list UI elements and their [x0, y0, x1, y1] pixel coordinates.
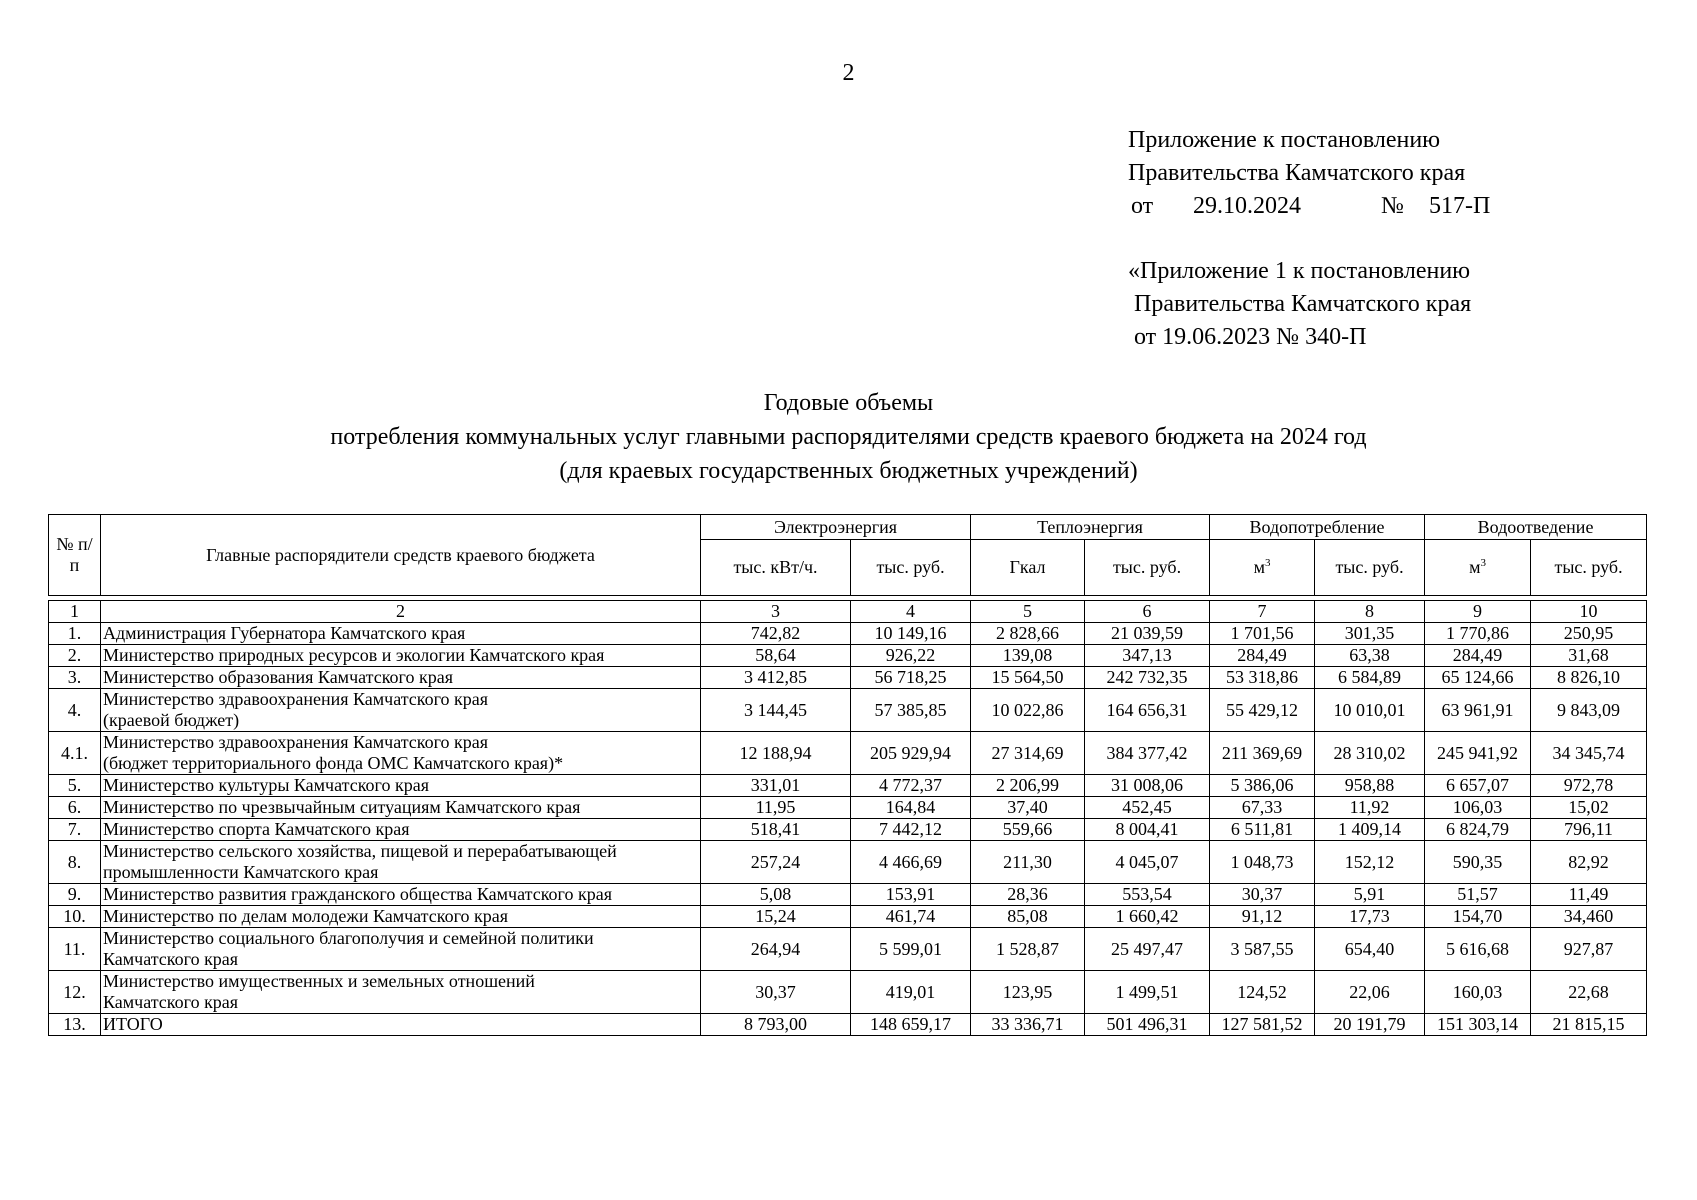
value-cell: 154,70 — [1425, 906, 1531, 928]
value-cell: 63 961,91 — [1425, 689, 1531, 732]
row-name — [101, 623, 701, 645]
value-cell: 37,40 — [971, 797, 1085, 819]
value-cell: 85,08 — [971, 906, 1085, 928]
row-name-line: Министерство природных ресурсов и экологии Камчатского края — [103, 645, 605, 665]
value-cell: 22,68 — [1531, 971, 1647, 1014]
value-cell: 384 377,42 — [1085, 732, 1210, 775]
value-cell: 1 701,56 — [1210, 623, 1315, 645]
column-number: 6 — [1085, 601, 1210, 623]
value-cell: 21 039,59 — [1085, 623, 1210, 645]
header-group-heat: Теплоэнергия — [971, 515, 1210, 540]
row-number: 4. — [49, 689, 101, 732]
value-cell: 452,45 — [1085, 797, 1210, 819]
value-cell: 30,37 — [1210, 884, 1315, 906]
unit-cell: тыс. кВт/ч. — [701, 540, 851, 596]
title-line1: Годовые объемы — [763, 390, 934, 416]
appendix-original — [1128, 255, 1471, 354]
appendix-original-line1: «Приложение 1 к постановлению — [1128, 258, 1471, 284]
value-cell: 8 793,00 — [701, 1014, 851, 1036]
row-name — [101, 667, 701, 689]
consumption-table — [48, 514, 1646, 1036]
column-number: 5 — [971, 601, 1085, 623]
table-row — [49, 732, 1647, 775]
value-cell: 8 004,41 — [1085, 819, 1210, 841]
row-name — [101, 732, 701, 775]
ot-label: от — [1131, 193, 1154, 219]
value-cell: 6 511,81 — [1210, 819, 1315, 841]
value-cell: 5,91 — [1315, 884, 1425, 906]
value-cell: 67,33 — [1210, 797, 1315, 819]
table-row — [49, 971, 1647, 1014]
value-cell: 15 564,50 — [971, 667, 1085, 689]
value-cell: 1 528,87 — [971, 928, 1085, 971]
value-cell: 10 149,16 — [851, 623, 971, 645]
value-cell: 12 188,94 — [701, 732, 851, 775]
header-group-water-disposal: Водоотведение — [1425, 515, 1647, 540]
unit-cell: $м^3$ — [1210, 540, 1315, 596]
column-number: 1 — [49, 601, 101, 623]
value-cell: 51,57 — [1425, 884, 1531, 906]
row-number: 12. — [49, 971, 101, 1014]
row-number: 2. — [49, 645, 101, 667]
value-cell: 211,30 — [971, 841, 1085, 884]
table-row — [49, 819, 1647, 841]
value-cell: 82,92 — [1531, 841, 1647, 884]
value-cell: 205 929,94 — [851, 732, 971, 775]
value-cell: 301,35 — [1315, 623, 1425, 645]
row-number: 3. — [49, 667, 101, 689]
value-cell: 58,64 — [701, 645, 851, 667]
value-cell: 590,35 — [1425, 841, 1531, 884]
row-name-line: Министерство здравоохранения Камчатского края — [103, 732, 489, 752]
value-cell: 160,03 — [1425, 971, 1531, 1014]
value-cell: 419,01 — [851, 971, 971, 1014]
value-cell: 30,37 — [701, 971, 851, 1014]
value-cell: 4 772,37 — [851, 775, 971, 797]
unit-cell: $м^3$ — [1425, 540, 1531, 596]
value-cell: 347,13 — [1085, 645, 1210, 667]
value-cell: 153,91 — [851, 884, 971, 906]
value-cell: 10 022,86 — [971, 689, 1085, 732]
value-cell: 57 385,85 — [851, 689, 971, 732]
column-number: 4 — [851, 601, 971, 623]
number-sign: № — [1381, 193, 1404, 219]
value-cell: 65 124,66 — [1425, 667, 1531, 689]
row-name-line: (краевой бюджет) — [103, 710, 240, 730]
page-number: 2 — [842, 60, 855, 86]
value-cell: 742,82 — [701, 623, 851, 645]
table-row — [49, 645, 1647, 667]
row-name-line: Министерство культуры Камчатского края — [103, 775, 429, 795]
row-name-line: ИТОГО — [103, 1014, 163, 1034]
appendix-current-line2: Правительства Камчатского края — [1128, 160, 1466, 186]
resolution-date: 29.10.2024 — [1193, 193, 1301, 219]
row-name — [101, 645, 701, 667]
row-number: 7. — [49, 819, 101, 841]
appendix-current-date-row — [1128, 190, 1490, 223]
value-cell: 5 616,68 — [1425, 928, 1531, 971]
value-cell: 264,94 — [701, 928, 851, 971]
value-cell: 501 496,31 — [1085, 1014, 1210, 1036]
value-cell: 17,73 — [1315, 906, 1425, 928]
value-cell: 1 660,42 — [1085, 906, 1210, 928]
header-group-electricity: Электроэнергия — [701, 515, 971, 540]
row-name-line: Министерство по делам молодежи Камчатского края — [103, 906, 509, 926]
row-name — [101, 775, 701, 797]
appendix-current — [1128, 124, 1490, 223]
row-name-line: Министерство социального благополучия и семейной политики — [103, 928, 594, 948]
value-cell: 5 599,01 — [851, 928, 971, 971]
value-cell: 152,12 — [1315, 841, 1425, 884]
column-number: 8 — [1315, 601, 1425, 623]
value-cell: 5 386,06 — [1210, 775, 1315, 797]
unit-cell: тыс. руб. — [1315, 540, 1425, 596]
value-cell: 27 314,69 — [971, 732, 1085, 775]
value-cell: 31 008,06 — [1085, 775, 1210, 797]
row-name — [101, 928, 701, 971]
value-cell: 1 770,86 — [1425, 623, 1531, 645]
row-number: 11. — [49, 928, 101, 971]
value-cell: 123,95 — [971, 971, 1085, 1014]
header-col-no: № п/п — [49, 515, 101, 596]
column-number-row — [49, 601, 1647, 623]
value-cell: 2 828,66 — [971, 623, 1085, 645]
column-number: 2 — [101, 601, 701, 623]
value-cell: 91,12 — [1210, 906, 1315, 928]
row-name-line: Министерство по чрезвычайным ситуациям Камчатского края — [103, 797, 581, 817]
table-row — [49, 775, 1647, 797]
value-cell: 927,87 — [1531, 928, 1647, 971]
row-name — [101, 884, 701, 906]
value-cell: 21 815,15 — [1531, 1014, 1647, 1036]
value-cell: 6 824,79 — [1425, 819, 1531, 841]
value-cell: 250,95 — [1531, 623, 1647, 645]
title-line3: (для краевых государственных бюджетных учреждений) — [559, 458, 1138, 484]
value-cell: 461,74 — [851, 906, 971, 928]
row-name-line: Администрация Губернатора Камчатского края — [103, 623, 466, 643]
value-cell: 331,01 — [701, 775, 851, 797]
value-cell: 28 310,02 — [1315, 732, 1425, 775]
row-name-line: Министерство спорта Камчатского края — [103, 819, 410, 839]
column-number: 7 — [1210, 601, 1315, 623]
value-cell: 5,08 — [701, 884, 851, 906]
value-cell: 4 045,07 — [1085, 841, 1210, 884]
value-cell: 55 429,12 — [1210, 689, 1315, 732]
value-cell: 518,41 — [701, 819, 851, 841]
row-number: 13. — [49, 1014, 101, 1036]
value-cell: 245 941,92 — [1425, 732, 1531, 775]
value-cell: 284,49 — [1210, 645, 1315, 667]
row-name — [101, 797, 701, 819]
row-name-line: Министерство здравоохранения Камчатского края — [103, 689, 489, 709]
value-cell: 151 303,14 — [1425, 1014, 1531, 1036]
value-cell: 28,36 — [971, 884, 1085, 906]
value-cell: 958,88 — [1315, 775, 1425, 797]
row-name — [101, 819, 701, 841]
value-cell: 211 369,69 — [1210, 732, 1315, 775]
row-number: 10. — [49, 906, 101, 928]
column-number: 10 — [1531, 601, 1647, 623]
appendix-current-line1: Приложение к постановлению — [1128, 127, 1441, 153]
value-cell: 3 412,85 — [701, 667, 851, 689]
row-number: 8. — [49, 841, 101, 884]
value-cell: 34,460 — [1531, 906, 1647, 928]
value-cell: 6 657,07 — [1425, 775, 1531, 797]
value-cell: 796,11 — [1531, 819, 1647, 841]
row-name-line: Камчатского края — [103, 949, 239, 969]
value-cell: 559,66 — [971, 819, 1085, 841]
unit-cell: тыс. руб. — [1085, 540, 1210, 596]
value-cell: 53 318,86 — [1210, 667, 1315, 689]
unit-cell: тыс. руб. — [851, 540, 971, 596]
row-name-line: Министерство имущественных и земельных отношений — [103, 971, 535, 991]
value-cell: 106,03 — [1425, 797, 1531, 819]
value-cell: 33 336,71 — [971, 1014, 1085, 1036]
value-cell: 7 442,12 — [851, 819, 971, 841]
value-cell: 553,54 — [1085, 884, 1210, 906]
value-cell: 139,08 — [971, 645, 1085, 667]
row-name-line: промышленности Камчатского края — [103, 862, 379, 882]
value-cell: 56 718,25 — [851, 667, 971, 689]
table-row — [49, 667, 1647, 689]
value-cell: 2 206,99 — [971, 775, 1085, 797]
value-cell: 3 144,45 — [701, 689, 851, 732]
row-number: 5. — [49, 775, 101, 797]
table-row — [49, 841, 1647, 884]
row-name-line: Министерство развития гражданского общества Камчатского края — [103, 884, 612, 904]
column-number: 9 — [1425, 601, 1531, 623]
header-col-name: Главные распорядители средств краевого бюджета — [101, 515, 701, 596]
value-cell: 654,40 — [1315, 928, 1425, 971]
row-name-line: Камчатского края — [103, 992, 239, 1012]
header-row-groups — [49, 515, 1647, 540]
row-name — [101, 1014, 701, 1036]
table-row — [49, 928, 1647, 971]
row-name — [101, 841, 701, 884]
unit-cell: тыс. руб. — [1531, 540, 1647, 596]
value-cell: 972,78 — [1531, 775, 1647, 797]
value-cell: 148 659,17 — [851, 1014, 971, 1036]
document-title — [0, 386, 1697, 488]
table-row — [49, 797, 1647, 819]
value-cell: 127 581,52 — [1210, 1014, 1315, 1036]
value-cell: 6 584,89 — [1315, 667, 1425, 689]
value-cell: 8 826,10 — [1531, 667, 1647, 689]
table-row — [49, 623, 1647, 645]
title-line2: потребления коммунальных услуг главными распорядителями средств краевого бюджета на 2024 год — [330, 424, 1367, 450]
value-cell: 1 499,51 — [1085, 971, 1210, 1014]
value-cell: 11,49 — [1531, 884, 1647, 906]
value-cell: 20 191,79 — [1315, 1014, 1425, 1036]
value-cell: 4 466,69 — [851, 841, 971, 884]
value-cell: 1 409,14 — [1315, 819, 1425, 841]
header-group-water-supply: Водопотребление — [1210, 515, 1425, 540]
value-cell: 11,92 — [1315, 797, 1425, 819]
row-name-line: (бюджет территориального фонда ОМС Камчатского края)* — [103, 753, 564, 773]
column-number: 3 — [701, 601, 851, 623]
appendix-original-line3: от 19.06.2023 № 340-П — [1134, 324, 1367, 350]
value-cell: 10 010,01 — [1315, 689, 1425, 732]
row-number: 1. — [49, 623, 101, 645]
value-cell: 31,68 — [1531, 645, 1647, 667]
value-cell: 164 656,31 — [1085, 689, 1210, 732]
appendix-original-line2: Правительства Камчатского края — [1134, 291, 1472, 317]
value-cell: 164,84 — [851, 797, 971, 819]
row-number: 9. — [49, 884, 101, 906]
row-name — [101, 689, 701, 732]
value-cell: 124,52 — [1210, 971, 1315, 1014]
table-row — [49, 689, 1647, 732]
value-cell: 22,06 — [1315, 971, 1425, 1014]
value-cell: 34 345,74 — [1531, 732, 1647, 775]
table-row — [49, 906, 1647, 928]
value-cell: 3 587,55 — [1210, 928, 1315, 971]
value-cell: 9 843,09 — [1531, 689, 1647, 732]
value-cell: 25 497,47 — [1085, 928, 1210, 971]
value-cell: 1 048,73 — [1210, 841, 1315, 884]
row-name — [101, 906, 701, 928]
value-cell: 926,22 — [851, 645, 971, 667]
row-number: 6. — [49, 797, 101, 819]
value-cell: 242 732,35 — [1085, 667, 1210, 689]
row-number: 4.1. — [49, 732, 101, 775]
resolution-number: 517-П — [1429, 193, 1491, 219]
row-name-line: Министерство сельского хозяйства, пищевой и перерабатывающей — [103, 841, 617, 861]
table-row — [49, 1014, 1647, 1036]
value-cell: 15,02 — [1531, 797, 1647, 819]
row-name-line: Министерство образования Камчатского края — [103, 667, 454, 687]
row-name — [101, 971, 701, 1014]
table-row — [49, 884, 1647, 906]
value-cell: 15,24 — [701, 906, 851, 928]
value-cell: 284,49 — [1425, 645, 1531, 667]
value-cell: 257,24 — [701, 841, 851, 884]
value-cell: 11,95 — [701, 797, 851, 819]
unit-cell: Гкал — [971, 540, 1085, 596]
table-body — [49, 623, 1647, 1036]
value-cell: 63,38 — [1315, 645, 1425, 667]
